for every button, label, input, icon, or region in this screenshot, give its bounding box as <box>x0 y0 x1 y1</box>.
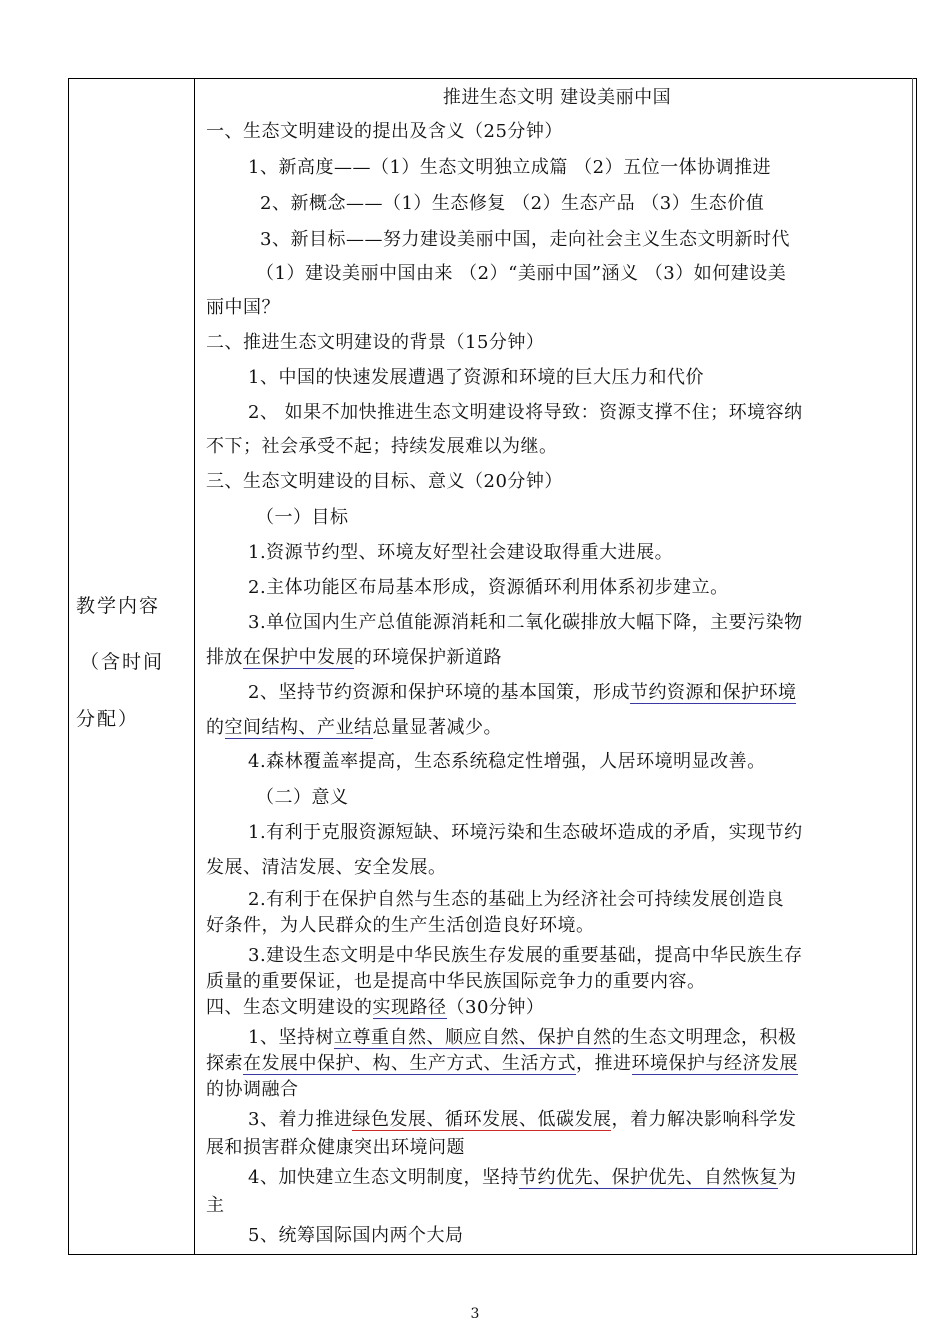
item-1-2: 2、新概念——（1）生态修复 （2）生态产品 （3）生态价值 <box>260 193 765 214</box>
item-2-2: 2、 如果不加快推进生态文明建设将导致：资源支撑不住；环境容纳 <box>248 402 803 423</box>
item-4-1-cont2: 的协调融合 <box>206 1079 299 1100</box>
table-top-border <box>68 78 917 79</box>
item-3-2-2-cont: 好条件，为人民群众的生产生活创造良好环境。 <box>206 915 595 936</box>
underlined-text: 环境保护与经济发展 <box>631 1053 798 1074</box>
item-4-4 <box>248 1164 950 1192</box>
text-run: 2、坚持节约资源和保护环境的基本国策，形成 <box>248 682 630 703</box>
text-run: 总量显著减少。 <box>372 717 502 738</box>
table-left-border <box>68 78 69 1254</box>
item-3-2-1-cont: 发展、清洁发展、安全发展。 <box>206 857 447 878</box>
text-run: ，推进 <box>576 1053 632 1074</box>
item-3-1-3: 3.单位国内生产总值能源消耗和二氧化碳排放大幅下降，主要污染物 <box>248 612 803 633</box>
section-title: 推进生态文明 建设美丽中国 <box>442 87 672 108</box>
underlined-text: 实现路径 <box>372 997 447 1018</box>
item-3-1-4: 4.森林覆盖率提高，生态系统稳定性增强，人居环境明显改善。 <box>248 751 766 772</box>
underlined-text: 空间结构、产业结 <box>224 717 373 738</box>
item-2-1: 1、中国的快速发展遭遇了资源和环境的巨大压力和代价 <box>248 367 704 388</box>
item-3-2-2: 2.有利于在保护自然与生态的基础上为经济社会可持续发展创造良 <box>248 889 785 910</box>
text-run: 的 <box>206 717 225 738</box>
underlined-text: 在发展中保护、构、生产方式、生活方式 <box>243 1053 576 1074</box>
text-run: 4、加快建立生态文明制度，坚持 <box>248 1167 519 1188</box>
item-3-2-1: 1.有利于克服资源短缺、环境污染和生态破坏造成的矛盾，实现节约 <box>248 822 803 843</box>
subheading-3-2: （二）意义 <box>256 787 349 808</box>
item-3-1-1: 1.资源节约型、环境友好型社会建设取得重大进展。 <box>248 542 674 563</box>
item-1-1: 1、新高度——（1）生态文明独立成篇 （2）五位一体协调推进 <box>248 157 772 178</box>
text-run: 的生态文明理念，积极 <box>611 1027 797 1048</box>
item-1-3-sub-cont: 丽中国？ <box>206 297 280 318</box>
underlined-text: 节约优先、保护优先、自然恢复 <box>518 1167 778 1188</box>
heading-4 <box>206 994 908 1022</box>
item-4-1-cont <box>206 1050 908 1078</box>
item-4-1 <box>248 1024 950 1052</box>
text-run: 探索 <box>206 1053 243 1074</box>
item-3-2-3: 3.建设生态文明是中华民族生存发展的重要基础，提高中华民族生存 <box>248 945 803 966</box>
text-run: 四、生态文明建设的 <box>206 997 373 1018</box>
heading-1: 一、生态文明建设的提出及含义（25分钟） <box>206 121 563 142</box>
text-run: ，着力解决影响科学发 <box>611 1109 797 1130</box>
heading-3: 三、生态文明建设的目标、意义（20分钟） <box>206 471 563 492</box>
text-run: 3、着力推进 <box>248 1109 353 1130</box>
item-1-3-sub: （1）建设美丽中国由来 （2）“美丽中国”涵义 （3）如何建设美 <box>256 263 787 284</box>
item-1-3: 3、新目标——努力建设美丽中国，走向社会主义生态文明新时代 <box>260 229 790 250</box>
text-run: 1、坚持树 <box>248 1027 334 1048</box>
underlined-text: 在保护中发展 <box>243 647 354 668</box>
item-3-1-2: 2.主体功能区布局基本形成，资源循环利用体系初步建立。 <box>248 577 729 598</box>
table-column-divider <box>194 78 195 1254</box>
text-run: 为 <box>777 1167 797 1188</box>
item-4-3-cont: 展和损害群众健康突出环境问题 <box>206 1137 465 1158</box>
item-4-5: 5、统筹国际国内两个大局 <box>248 1225 464 1246</box>
text-run: （30分钟） <box>446 997 545 1018</box>
table-bottom-border <box>68 1254 917 1255</box>
underlined-text: 立尊重自然、顺应自然、保护自然 <box>333 1027 612 1048</box>
item-4-3 <box>248 1106 950 1134</box>
subheading-3-1: （一）目标 <box>256 507 349 528</box>
table-right-border <box>916 78 917 1254</box>
item-3-2-3-cont: 质量的重要保证，也是提高中华民族国际竞争力的重要内容。 <box>206 971 706 992</box>
item-4-4-cont: 主 <box>206 1195 225 1216</box>
row-label-line-2: （含时间 <box>80 651 165 673</box>
text-run: 排放 <box>206 647 243 668</box>
row-label-line-3: 分配） <box>76 708 140 730</box>
underlined-text: 绿色发展、循环发展、低碳发展 <box>352 1109 612 1130</box>
text-run: 的环境保护新道路 <box>354 647 502 668</box>
item-3-1-extra <box>248 679 950 707</box>
underlined-text: 节约资源和保护环境 <box>629 682 797 703</box>
row-label-line-1: 教学内容 <box>76 595 161 617</box>
item-2-2-cont: 不下；社会承受不起；持续发展难以为继。 <box>206 436 558 457</box>
item-3-1-3-cont <box>206 644 908 672</box>
item-3-1-extra-cont <box>206 714 908 742</box>
table-right-inner-border <box>912 78 913 1254</box>
page-number: 3 <box>470 1306 480 1322</box>
heading-2: 二、推进生态文明建设的背景（15分钟） <box>206 332 545 353</box>
